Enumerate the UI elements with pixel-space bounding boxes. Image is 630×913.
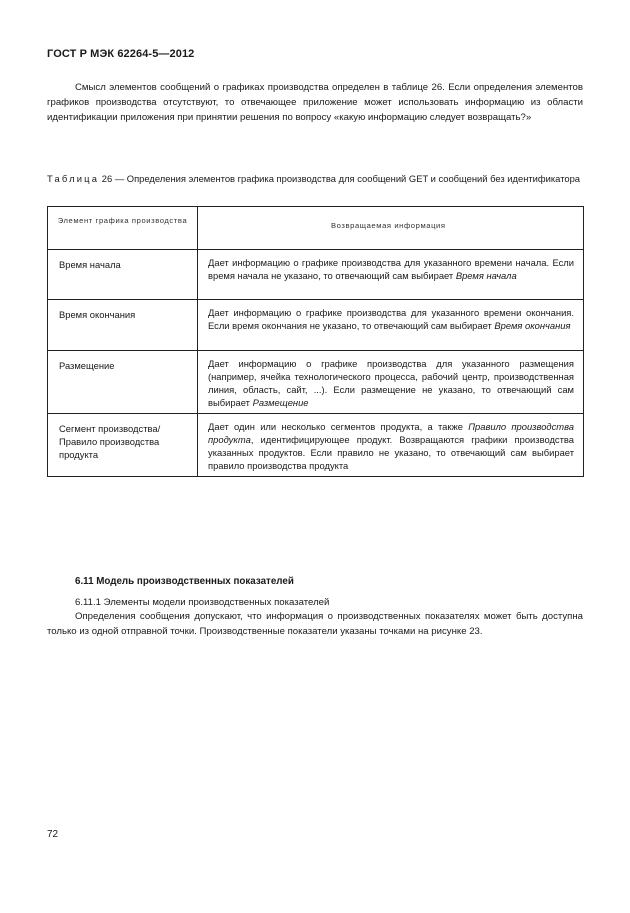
row-element-cell: Сегмент производства/ Правило производства продукта <box>48 414 198 477</box>
table-row <box>48 250 584 300</box>
row-info-cell <box>198 414 584 477</box>
document-header: ГОСТ Р МЭК 62264-5—2012 <box>47 48 195 60</box>
intro-paragraph: Смысл элементов сообщений о графиках производства определен в таблице 26. Если определения элементов графиков производства отсутствуют, то отвечающее приложение может использовать информацию из области идентификации приложения при принятии решения по вопросу «какую информацию следует возвращать?» <box>47 82 583 123</box>
table-caption <box>47 172 583 185</box>
info-text: Дает информацию о графике производства для указанного размещения (например, ячейка технологического процесса, рабочий центр, производственная линия, область, сайт, ...). Если размещение не указано, то отвечающий сам выбирает <box>208 358 574 408</box>
row-element-cell: Время начала <box>48 250 198 300</box>
table-row <box>48 300 584 351</box>
info-tail: , идентифицирующее продукт. Возвращаются графики производства указанных продуктов. Если правило не указано, то отвечающий сам выбирает правило производства продукта <box>208 434 574 471</box>
definitions-table <box>47 206 584 477</box>
info-emphasis: Правило производства продукта <box>208 421 574 445</box>
table-header-row <box>48 207 584 250</box>
column-header-element: Элемент графика производства <box>48 207 198 250</box>
row-info-cell <box>198 250 584 300</box>
row-info-cell <box>198 351 584 414</box>
table-caption-text: 26 — Определения элементов графика производства для сообщений GET и сообщений без идентификатора <box>101 173 581 184</box>
row-element-cell: Размещение <box>48 351 198 414</box>
row-info-cell <box>198 300 584 351</box>
table-caption-label: Таблица <box>47 173 100 184</box>
row-element-cell: Время окончания <box>48 300 198 351</box>
info-emphasis: Размещение <box>252 397 309 408</box>
section-heading: 6.11 Модель производственных показателей <box>75 576 294 587</box>
info-emphasis: Время окончания <box>494 320 571 331</box>
subsection-heading: 6.11.1 Элементы модели производственных показателей <box>75 597 330 608</box>
info-text: Дает информацию о графике производства для указанного времени начала. Если время начала не указано, то отвечающий сам выбирает <box>208 257 574 281</box>
info-text: Дает один или несколько сегментов продукта, а также <box>208 421 469 432</box>
page-number: 72 <box>47 829 59 840</box>
table-row <box>48 351 584 414</box>
table-row <box>48 414 584 477</box>
info-text: Дает информацию о графике производства для указанного времени окончания. Если время окончания не указано, то отвечающий сам выбирает <box>208 307 574 331</box>
column-header-info: Возвращаемая информация <box>198 207 584 250</box>
info-emphasis: Время начала <box>455 270 517 281</box>
section-paragraph: Определения сообщения допускают, что информация о производственных показателях может быть доступна только из одной отправной точки. Производственные показатели указаны точками на рисунке 23. <box>47 611 583 637</box>
